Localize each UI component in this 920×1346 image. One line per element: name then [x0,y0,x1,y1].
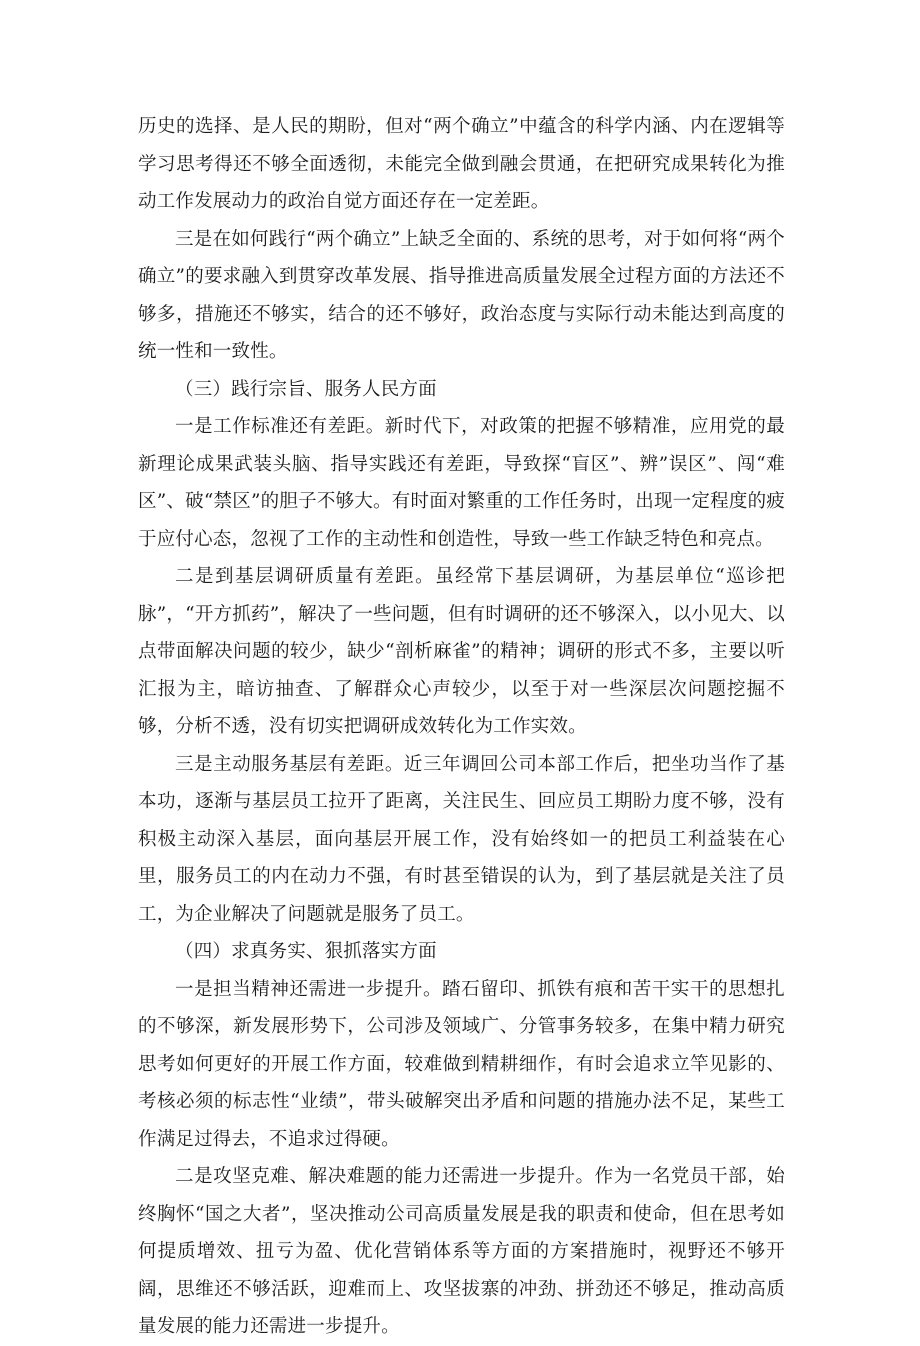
section-heading: （四）求真务实、狠抓落实方面 [175,941,437,962]
paragraph-body: 三是在如何践行“两个确立”上缺乏全面的、系统的思考，对于如何将“两个确立”的要求融入到贯穿改革发展、指导推进高质量发展全过程方面的方法还不够多，措施还不够实，结合的还不够好，政治态度与实际行动未能达到高度的统一性和一致性。 [138,228,785,362]
document-body [138,108,785,1346]
paragraph-body: 三是主动服务基层有差距。近三年调回公司本部工作后，把坐功当作了基本功，逐渐与基层员工拉开了距离，关注民生、回应员工期盼力度不够，没有积极主动深入基层，面向基层开展工作，没有始终如一的把员工利益装在心里，服务员工的内在动力不强，有时甚至错误的认为，到了基层就是关注了员工，为企业解决了问题就是服务了员工。 [138,753,785,925]
section-heading: （三）践行宗旨、服务人民方面 [175,378,437,400]
paragraph-body: 二是到基层调研质量有差距。虽经常下基层调研，为基层单位“巡诊把脉”，“开方抓药”，解决了一些问题，但有时调研的还不够深入，以小见大、以点带面解决问题的较少，缺少“剖析麻雀”的精神；调研的形式不多，主要以听汇报为主，暗访抽查、了解群众心声较少，以至于对一些深层次问题挖掘不够，分析不透，没有切实把调研成效转化为工作实效。 [138,566,785,737]
paragraph-continuation: 历史的选择、是人民的期盼，但对“两个确立”中蕴含的科学内涵、内在逻辑等学习思考得还不够全面透彻，未能完全做到融会贯通，在把研究成果转化为推动工作发展动力的政治自觉方面还存在一定差距。 [138,116,785,212]
paragraph-body: 一是工作标准还有差距。新时代下，对政策的把握不够精准，应用党的最新理论成果武装头脑、指导实践还有差距，导致探“盲区”、辨”误区”、闯“难区”、破“禁区”的胆子不够大。有时面对繁重的工作任务时，出现一定程度的疲于应付心态，忽视了工作的主动性和创造性，导致一些工作缺乏特色和亮点。 [138,416,785,550]
paragraph-body: 二是攻坚克难、解决难题的能力还需进一步提升。作为一名党员干部，始终胸怀“国之大者”，坚决推动公司高质量发展是我的职责和使命，但在思考如何提质增效、扭亏为盈、优化营销体系等方面的方案措施时，视野还不够开阔，思维还不够活跃，迎难而上、攻坚拔寨的冲劲、拼劲还不够足，推动高质量发展的能力还需进一步提升。 [138,1166,785,1337]
paragraph-body: 一是担当精神还需进一步提升。踏石留印、抓铁有痕和苦干实干的思想扎的不够深，新发展形势下，公司涉及领域广、分管事务较多，在集中精力研究思考如何更好的开展工作方面，较难做到精耕细作，有时会追求立竿见影的、考核必须的标志性“业绩”，带头破解突出矛盾和问题的措施办法不足，某些工作满足过得去，不追求过得硬。 [138,978,785,1150]
